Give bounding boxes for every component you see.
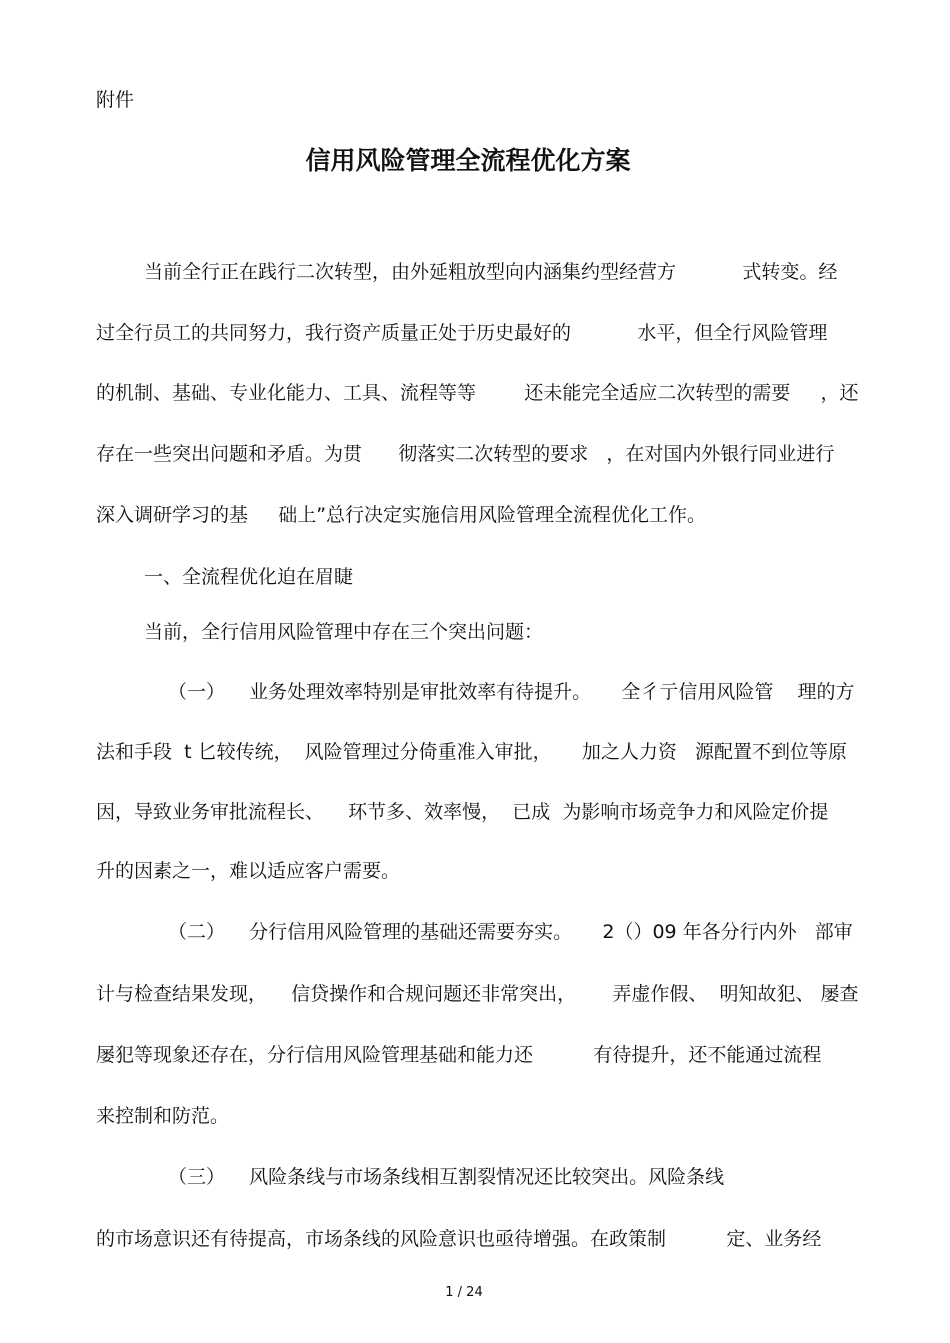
body-line: 当前，全行信用风险管理中存在三个突出问题： [144,621,544,643]
body-line: （二） 分行信用风险管理的基础还需要夯实。 2（）09 年各分行内外 部审 [168,921,853,943]
body-line: 当前全行正在践行二次转型，由外延粗放型向内涵集约型经营方 式转变。经 [144,261,838,283]
body-line: 的机制、基础、专业化能力、工具、流程等等 还未能完全适应二次转型的需要 ，还 [96,382,859,404]
body-line: （一） 业务处理效率特别是审批效率有待提升。 全彳亍信用风险管 理的方 [168,681,855,703]
body-line: 升的因素之一，难以适应客户需要。 [96,860,401,882]
body-line: 存在一些突出问题和矛盾。为贯 彻落实二次转型的要求 ，在对国内外银行同业进行 [96,443,835,465]
body-line: 深入调研学习的基 础上”总行决定实施信用风险管理全流程优化工作。 [96,504,707,526]
body-line: 法和手段 t 匕较传统， 风险管理过分倚重准入审批， 加之人力资 源配置不到位等原 [96,741,847,763]
body-line: 因，导致业务审批流程长、 环节多、效率慢， 已成 为影响市场竞争力和风险定价提 [96,801,829,823]
body-line: 来控制和防范。 [96,1105,230,1127]
body-line: 的市场意识还有待提高，市场条线的风险意识也亟待增强。在政策制 定、业务经 [96,1228,822,1250]
attachment-label: 附件 [96,89,135,111]
page-number: 1 / 24 [445,1285,483,1300]
section-heading: 一、全流程优化迫在眉睫 [144,566,354,588]
body-line: （三） 风险条线与市场条线相互割裂情况还比较突出。风险条线 [168,1166,725,1188]
body-line: 屡犯等现象还存在，分行信用风险管理基础和能力还 有待提升，还不能通过流程 [96,1044,822,1066]
body-line: 过全行员工的共同努力，我行资产质量正处于历史最好的 水平，但全行风险管理 [96,322,828,344]
body-line: 计与检查结果发现， 信贷操作和合规问题还非常突出， 弄虚作假、 明知故犯、 屡查 [96,983,859,1005]
document-title: 信用风险管理全流程优化方案 [305,146,631,175]
